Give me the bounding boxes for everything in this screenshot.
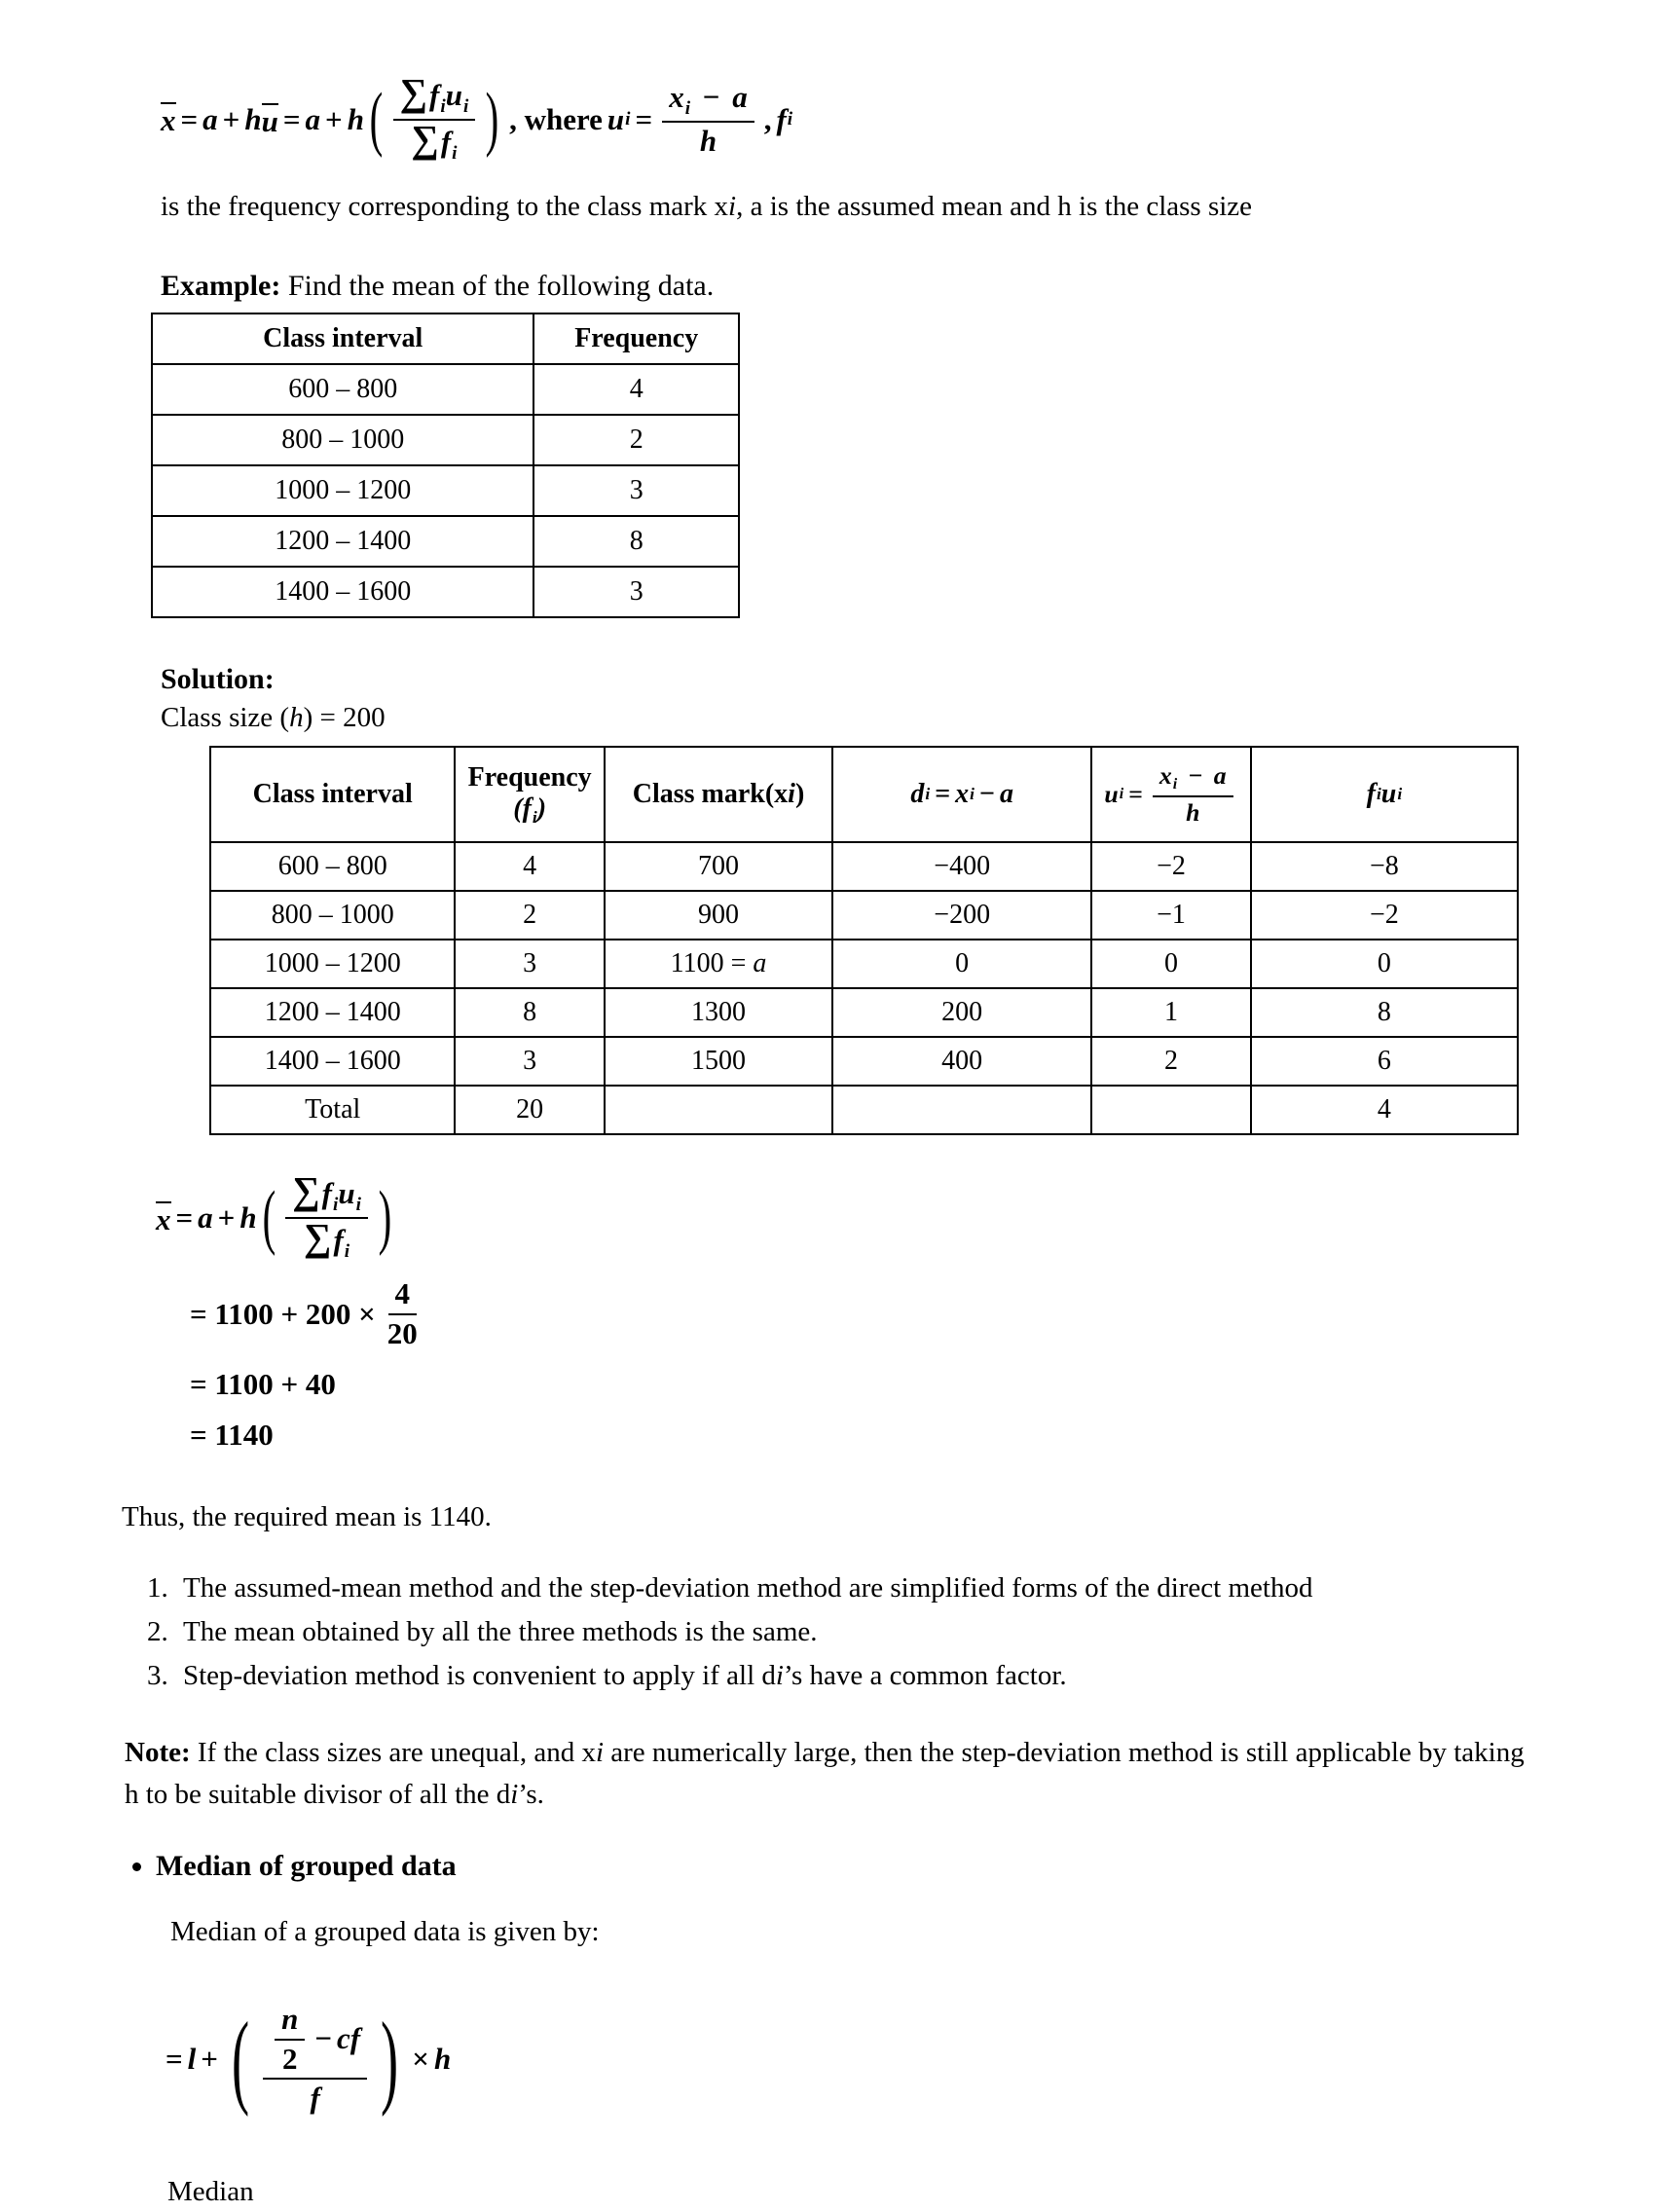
table-row [210, 1037, 1518, 1086]
cell-frequency: 8 [455, 988, 604, 1037]
cell-f-u: −8 [1251, 842, 1518, 891]
cell-total-class-mark [605, 1086, 832, 1134]
table-header-row [210, 747, 1518, 842]
cell-f-u: 0 [1251, 940, 1518, 988]
median-section-heading-list [0, 1850, 1655, 1883]
calc-fraction-denominator: 20 [386, 1316, 418, 1351]
note-label: Note: [125, 1736, 191, 1768]
cell-class-interval: 800 – 1000 [152, 415, 533, 465]
cell-d-i: 400 [832, 1037, 1091, 1086]
sigma-icon: ∑ [292, 1169, 320, 1213]
cell-total-frequency: 20 [455, 1086, 604, 1134]
median-formula: = l + ( $\frac{n}{2}$ − cf f ) × h [166, 2000, 452, 2118]
cell-frequency: 3 [455, 940, 604, 988]
cell-class-mark: 700 [605, 842, 832, 891]
cell-class-interval: 1200 – 1400 [152, 516, 533, 567]
example-heading [0, 227, 1655, 313]
calc-line-result: = 1140 [190, 1417, 274, 1452]
cell-f-u: 6 [1251, 1037, 1518, 1086]
table-row [152, 364, 739, 415]
calc-line-substitute [156, 1277, 1655, 1350]
sigma-icon: ∑ [411, 118, 439, 162]
list-item: 1. The assumed-mean method and the step-deviation method are simplified forms of the direct method [175, 1567, 1655, 1610]
header-u-i: u i = $\frac{x_i - a}{h}$ [1091, 747, 1251, 842]
cell-d-i: 0 [832, 940, 1091, 988]
cell-frequency: 2 [533, 415, 739, 465]
table-row [210, 940, 1518, 988]
cell-class-mark: 1500 [605, 1037, 832, 1086]
cell-total-d-i [832, 1086, 1091, 1134]
cell-class-interval: 1000 – 1200 [210, 940, 455, 988]
example-text: Find the mean of the following data. [280, 270, 715, 303]
median-intro-line: Median of a grouped data is given by: [170, 1915, 600, 1947]
cell-class-mark: 1300 [605, 988, 832, 1037]
cell-total-label: Total [210, 1086, 455, 1134]
cell-total-u-i [1091, 1086, 1251, 1134]
cell-frequency: 4 [455, 842, 604, 891]
cell-u-i: −2 [1091, 842, 1251, 891]
note-part2: are numerically large, then the step-deviation method is still applicable by taking h to be suitable divisor of all the d [125, 1736, 1525, 1811]
cell-class-interval: 800 – 1000 [210, 891, 455, 940]
median-trailing-word: Median [167, 2176, 254, 2207]
header-frequency: Frequency $(f_i)$ [455, 747, 604, 842]
solution-label: Solution: [161, 663, 275, 696]
frequency-definition-line: is the frequency corresponding to the class mark xi, a is the assumed mean and h is the class size [161, 191, 1253, 223]
frequency-definition-text-cont: , a is the assumed mean and h is the class size [736, 191, 1253, 223]
cell-class-interval: 1000 – 1200 [152, 465, 533, 516]
cell-class-interval: 600 – 800 [152, 364, 533, 415]
cell-class-interval: 600 – 800 [210, 842, 455, 891]
cell-u-i: 1 [1091, 988, 1251, 1037]
mean-conclusion: Thus, the required mean is 1140. [122, 1500, 492, 1532]
table-row [152, 516, 739, 567]
cell-class-mark: 1100 = a [605, 940, 832, 988]
sigma-icon: ∑ [399, 71, 428, 114]
example-data-table [151, 313, 740, 618]
step-deviation-mean-formula: x = a + h u = a + h ( $\frac{\sum f_iu_i}{\sum f_i}$ ) , where u i = $\frac{x_i - a}{h}$ , f i [161, 71, 793, 164]
header-class-mark: Class mark(xi) [605, 747, 832, 842]
list-item: 3. Step-deviation method is convenient to apply if all di’s have a common factor. [175, 1654, 1655, 1698]
class-size-line: Class size (h) = 200 [161, 702, 386, 734]
cell-d-i: −200 [832, 891, 1091, 940]
calc-fraction-numerator: 4 [388, 1277, 418, 1315]
cell-u-i: 2 [1091, 1037, 1251, 1086]
solution-computation-table [209, 746, 1519, 1135]
cell-total-f-u: 4 [1251, 1086, 1518, 1134]
calc-line-sum: = 1100 + 40 [190, 1366, 336, 1401]
header-f-u: f i u i [1251, 747, 1518, 842]
cell-frequency: 2 [455, 891, 604, 940]
note-paragraph: Note: If the class sizes are unequal, and xi are numerically large, then the step-deviation method is still applicable by taking h to be suitable divisor of all the di’s. [125, 1736, 1525, 1811]
calc-substitute-text: = 1100 + 200 × [190, 1297, 376, 1332]
header-frequency-label: Frequency [467, 761, 592, 793]
sigma-icon: ∑ [304, 1216, 332, 1260]
list-item: 2. The mean obtained by all the three methods is the same. [175, 1610, 1655, 1654]
table-header-row [152, 313, 739, 364]
note-part1: If the class sizes are unequal, and x [190, 1736, 596, 1768]
cell-f-u: −2 [1251, 891, 1518, 940]
cell-frequency: 4 [533, 364, 739, 415]
cell-u-i: 0 [1091, 940, 1251, 988]
header-class-mark-label: Class mark(x [632, 779, 789, 810]
frequency-definition-text: is the frequency corresponding to the class mark x [161, 191, 729, 223]
method-notes-list [0, 1567, 1655, 1699]
mean-calculation-block [0, 1135, 1655, 1453]
cell-d-i: −400 [832, 842, 1091, 891]
x-bar-symbol: x [161, 102, 176, 137]
table-total-row [210, 1086, 1518, 1134]
list-item-suffix: ’s have a common factor. [783, 1660, 1067, 1692]
cell-class-interval: 1400 – 1600 [210, 1037, 455, 1086]
table-row [210, 891, 1518, 940]
note-part3: ’s. [518, 1779, 544, 1811]
header-frequency: Frequency [533, 313, 739, 364]
header-class-interval: Class interval [210, 747, 455, 842]
table-row [152, 415, 739, 465]
table-row [210, 988, 1518, 1037]
cell-d-i: 200 [832, 988, 1091, 1037]
calc-line-formula: x = a + h ( $\frac{\sum f_iu_i}{\sum f_i}$ ) [156, 1169, 392, 1262]
example-label: Example: [161, 270, 281, 303]
cell-frequency: 8 [533, 516, 739, 567]
class-size-value: 200 [343, 702, 386, 734]
table-row [152, 465, 739, 516]
table-row [210, 842, 1518, 891]
cell-f-u: 8 [1251, 988, 1518, 1037]
median-section-heading: • Median of grouped data [156, 1850, 1655, 1883]
cell-frequency: 3 [533, 567, 739, 617]
cell-class-interval: 1400 – 1600 [152, 567, 533, 617]
cell-frequency: 3 [533, 465, 739, 516]
cell-frequency: 3 [455, 1037, 604, 1086]
cell-u-i: −1 [1091, 891, 1251, 940]
list-item-text: Step-deviation method is convenient to apply if all d [183, 1660, 776, 1692]
header-class-interval: Class interval [152, 313, 533, 364]
cell-class-mark: 900 [605, 891, 832, 940]
table-row [152, 567, 739, 617]
header-d-i: d i = x i − a [832, 747, 1091, 842]
cell-class-interval: 1200 – 1400 [210, 988, 455, 1037]
